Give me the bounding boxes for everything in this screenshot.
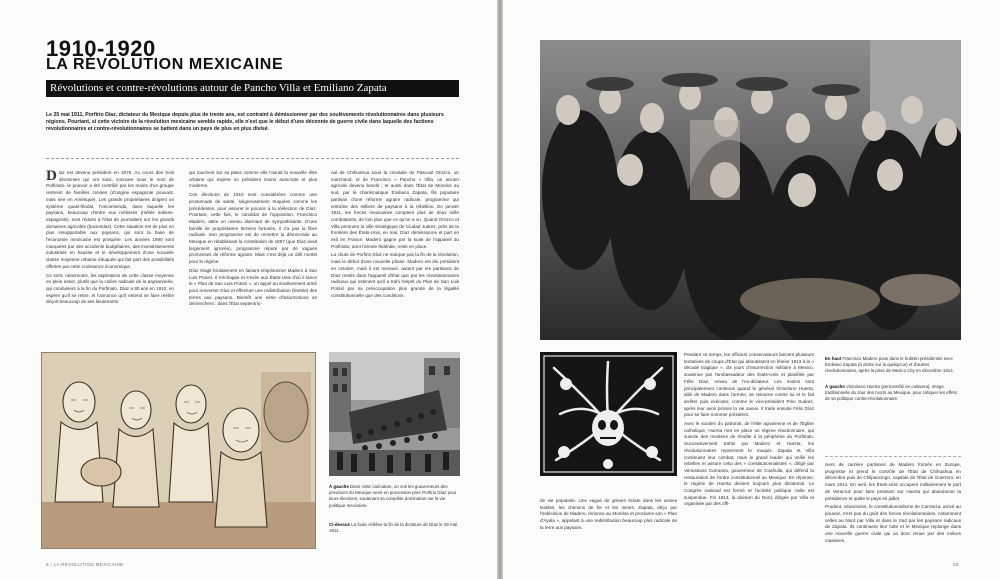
text-column-2	[189, 170, 317, 310]
caption-label: À gauche	[825, 384, 845, 389]
caption-text: Dans cette caricature, on voit les gouverneurs des provinces du Mexique venir en procession prier Porfirio Díaz pour leurs élections, soutenant sa complète domination sur la vie politique mexicaine.	[329, 484, 457, 508]
paragraph: Díaz réagit brutalement en faisant emprisonner Madero à San Luis Potosí. Il s'échappe et s'exile aux États-Unis d'où il lance le « Plan de San Luis Potosí », un appel au soulèvement armé pour renverser Díaz et effectuer une redistribution (limitée) des terres aux paysans. Bientôt une série d'insurrections se déclenchent : dans l'État septentrio-	[189, 267, 317, 307]
section-divider	[46, 158, 459, 159]
paragraph: Pendant ce temps, les officiers conservateurs lancent plusieurs tentatives de coups d'État qui aboutissent en février 1913 à la « décade tragique », dix jours d'insurrection militaire à Mexico, soutenue par l'ambassadeur des États-Unis et planifiée par Félix Díaz, neveu de l'ex-dictateur. Les mutins sont principalement contenus quand le général Victoriano Huerta, allié de Madero dans l'armée, se retourne contre lui et le fait arrêter puis exécuter, comme le vice-président Pino Suárez, après leur avoir promis la vie sauve. Il traite ensuite Félix Díaz pour se faire nommer président.	[684, 352, 814, 418]
paragraph: iaz est devenu président en 1876. Au cours des trois décennies qui ont suivi, connues sous le nom de Porfiriato, le pouvoir a été contrôlé par les mains d'un groupe restreint de familles créoles (d'origine espagnole pouvant, mais née en Amérique). Les grands propriétaires dirigent un système quasi-féodal, l'encomienda, dans laquelle les paysans, beaucoup d'entre eux métissés (mêlés indiens-espagnols), sont réduits à l'état de journaliers sur les grands domaines agricoles (haciendas). Cette situation est de plus en plus insupportable aux paysans, qui sont la base de l'économie mexicaine est prospère. Les années 1890 sont marquées par des accidents budgétaires, des investissements industriels en hausse et le développement d'une nouvelle classe moyenne urbaine éduquée qui fait part des possibilités offertes par cette croissance économique.	[46, 170, 174, 269]
intro-paragraph: Le 25 mai 1911, Porfirio Díaz, dictateur du Mexique depuis plus de trente ans, est contraint à démissionner par des soulèvements révolutionnaires dans plusieurs régions. Pourtant, si cette victoire de la révolution mexicaine semble rapide, elle n'est que le début d'une décennie de guerre civile dans laquelle des factions révolutionnaires et contre-révolutionnaires se battent dans un pays de plus en plus divisé.	[46, 112, 444, 133]
caricature-illustration	[41, 352, 316, 549]
chapter-years: 1910-1920	[46, 36, 156, 61]
photo-caption-left	[329, 484, 460, 509]
paragraph: qui touchent sur sa place comme elle l'aurait la nouvelle élite urbaine qui espère un président moins autocrate et plus moderne.	[189, 170, 317, 189]
paragraph: Avec le soutien du patronat, de l'élite agrarienne et de l'Église catholique, Huerta met en place un régime réactionnaire, qui suscite des montées de révolte à la périphérie du Porfiriato. Successivement trahis par Madero et Huerta, les révolutionnaires reprennent le maquis. Zapata et Villa continuent leur combat, mais le grand leader qui unifie les rebelles et assure celui des « constitutionnalistes », dirigé par Venustiano Carranza, gouverneur de Coahuila, qui défend la restauration de l'ordre constitutionnel au Mexique. En réponse, le régime de Huerta devient toujours plus dictatorial. Le Congrès national est fermé et l'activité politique civile est suspendue. Fin 1913, la division du Nord, dirigée par Villa et organisée par des offi-	[684, 421, 814, 507]
caption-label: Ci-dessus	[329, 522, 350, 527]
paragraph: La chute de Porfirio Díaz ne marque pas la fin de la révolution, mais le début d'une nouvelle phase. Madero est élu président en octobre, mais il est menacé, autant par les partisans de Díaz restés dans l'appareil d'État que par les révolutionnaires radicaux qui estiment qu'il a trahi l'esprit du Plan de San Luis Potosí par sa préoccupation plus grande de la légalité constitutionnelle que des conditions	[331, 252, 459, 298]
calavera-engraving	[540, 352, 677, 476]
text-column-1	[46, 170, 174, 308]
footer-right: 29	[953, 562, 959, 567]
crowd-photo	[329, 352, 460, 476]
paragraph: Ces élections de 1910 sont considérées comme une promenade de santé, soigneusement truquées comme les précédentes, pour assurer le pouvoir à la réélection de Díaz. Pourtant, cette fois, le candidat de l'opposition, Francisco Madero, attire un niveau alarmant de sympathisants. D'une famille de propriétaires terriens fortunés, il n'a pas la fibre radicale. Son programme est de remettre la démocratie au Mexique en rétablissant la constitution de 1857 (que Díaz avait largement ignorée), programme réputé par de vagues promesses de réforme agraire. Mais c'est déjà un défi mortel pour le régime.	[189, 192, 317, 265]
paragraph: Ce sont, néanmoins, les aspirations de cette classe moyenne en plein essor, plutôt que la colère radicale de la paysannerie, qui conduisent à la fin du Porfiriato. Díaz a 80 ans en 1910, en espère qu'il se retire, et l'annonce qu'il entend se faire réélire déçoit beaucoup de ses lieutenants	[46, 272, 174, 305]
paragraph: ciers de carrière partisans de Madero formés en Europe, progresse et prend le contrôle de l'État de Chihuahua en décembre puis de Chilpancingo, capitale de l'État de Guerrero, en mars 1914. En avril, les États-Unis occupent militairement le port de Veracruz pour faire pression sur Huerta qui abandonne la présidence et quitte le pays en juillet.	[825, 462, 961, 501]
right-text-column-b	[825, 462, 961, 544]
chapter-title: LA RÉVOLUTION MEXICAINE	[46, 56, 284, 73]
caption-text: Francisco Madero pose dans le bulletin présidentiel avec Emiliano Zapata (à droite sur la quelqu'un) et d'autres révolutionnaires, après la prise de Mexico City en décembre 1914.	[825, 356, 954, 374]
chapter-subtitle: Révolutions et contre-révolutions autour de Pancho Villa et Emiliano Zapata	[46, 80, 459, 97]
paragraph: nal de Chihuahua sous la conduite de Pascual Orozco, un marchand, et de Francisco « Pancho » Villa, un ancien agricole devenu bandit ; et aussi dans l'État de Morelos au sud, par le charismatique Emiliano Zapata, fils populaire partisan d'une réforme agraire radicale, programme qui entraîne des milliers de paysans à la rébellion. En janvier 1911, les forces mexicaines comptent plus de deux mille combattants, de loin plus que ce qu'on a vu. Quand Orozco et Villa prennent la ville stratégique de Ciudad Juárez, près de la frontière des États-Unis, en mai, Díaz démissionne et part en exil en France. Madero gagne par la suite de l'appareil du Porfiriato, dont l'armée fédérale, reste en place.	[331, 170, 459, 249]
paragraph: de vie populaire. Une vague de grèves éclate dans les usines textiles, les chemins de fer et les mines. Zapata, déçu par l'indécision de Madero, renonce au Morelos et proclame son « Plan d'Ayala », appelant à une redistribution beaucoup plus radicale de la terre aux paysans.	[540, 498, 677, 530]
revolutionaries-group-photo	[540, 40, 961, 340]
caption-top-right	[825, 356, 961, 375]
text-column-3	[331, 170, 459, 301]
caption-text: Victoriano Huerta (personnifié en calavera), image traditionnelle du Jour des morts au Mexique, pour critiquer les effets de sa politique contre-révolutionnaire.	[825, 384, 957, 402]
bottom-fragment-column	[540, 498, 677, 532]
caption-label: En haut	[825, 356, 842, 361]
photo-caption-above	[329, 522, 460, 534]
right-page	[503, 0, 1000, 579]
caption-text: La foule célèbre la fin de la dictature de Díaz le 25 mai 1911.	[329, 522, 458, 534]
left-page	[0, 0, 497, 579]
right-text-column-a	[684, 352, 814, 508]
drop-cap: D	[46, 168, 57, 184]
paragraph: Prudent, néanmoins, le constitutionnalisme de Carranza, arrivé au pouvoir, n'est pas du goût des forces révolutionnaires, notamment celles au Nord par Villa et dans le Sud par les paysans radicaux de Zapata. Ils continuent leur lutte et le Mexique replonge dans une nouvelle guerre civile qui va donc tenue par des milices massives.	[825, 504, 961, 543]
caption-label: À gauche	[329, 484, 349, 489]
caption-divider	[825, 456, 961, 457]
caption-engraving	[825, 384, 961, 403]
footer-left: 8 / LA RÉVOLUTION MEXICAINE	[46, 562, 124, 567]
